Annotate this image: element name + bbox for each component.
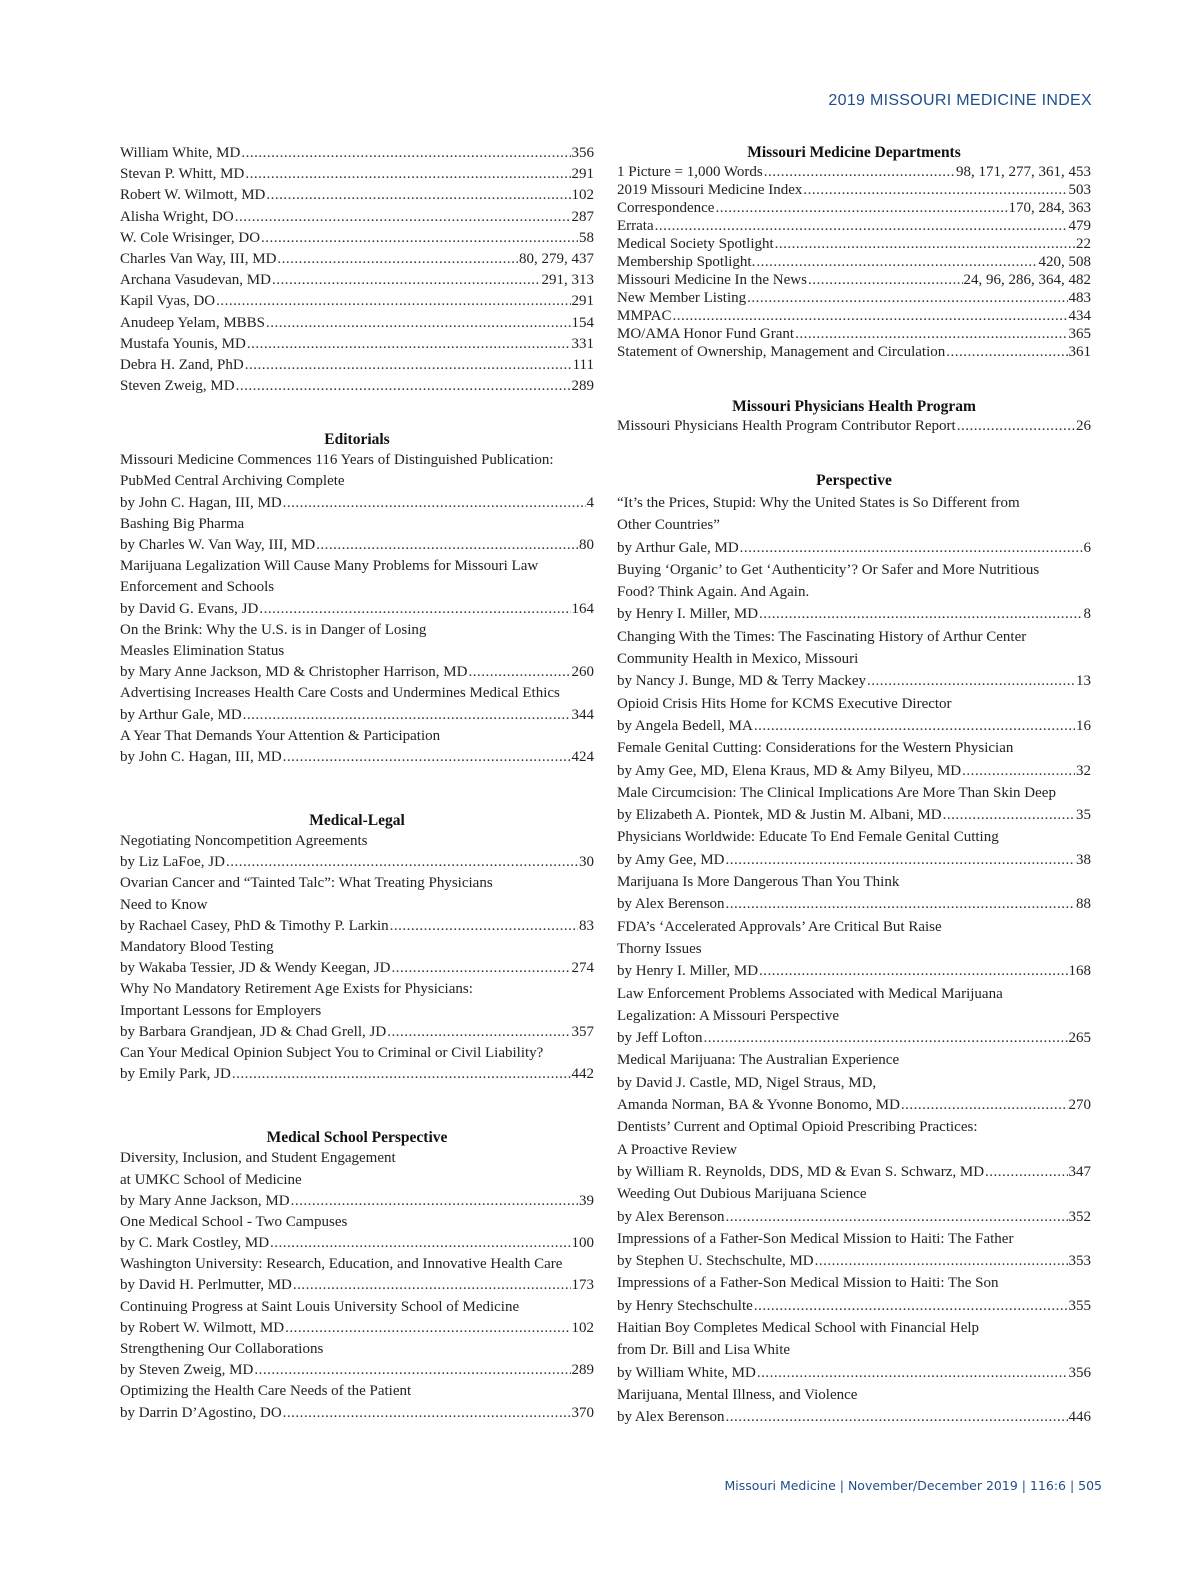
entry-label: Anudeep Yelam, MBBS [120, 314, 266, 331]
index-entry [120, 1022, 594, 1043]
entry-title-line: Strengthening Our Collaborations [120, 1341, 324, 1357]
dot-leader [754, 715, 1075, 737]
entry-title-line: at UMKC School of Medicine [120, 1171, 302, 1188]
page-number: 88 [1076, 896, 1091, 913]
entry-label: Mustafa Younis, MD [120, 335, 246, 352]
entry-title-line: Female Genital Cutting: Considerations for the Western Physician [617, 740, 1014, 757]
index-entry [617, 760, 1091, 782]
entry-title-line: FDA’s ‘Accelerated Approvals’ Are Critical But Raise [617, 918, 942, 935]
dot-leader [283, 1403, 571, 1424]
index-entry [617, 804, 1091, 826]
index-entry [617, 849, 1091, 871]
index-entry [120, 747, 594, 768]
page-number: 483 [1068, 290, 1091, 306]
section-heading: Missouri Medicine Departments [747, 144, 961, 161]
index-entry [617, 217, 1091, 235]
page-number: 22 [1076, 236, 1091, 252]
entry-label: by Henry I. Miller, MD [617, 606, 759, 623]
entry-label: by William R. Reynolds, DDS, MD & Evan S. Schwarz, MD [617, 1163, 985, 1180]
dot-leader [316, 535, 578, 556]
entry-title-line: Missouri Medicine Commences 116 Years of Distinguished Publication: [120, 452, 554, 469]
entry-label: by Mary Anne Jackson, MD [120, 1192, 290, 1209]
entry-label: by Alex Berenson [617, 896, 725, 913]
entry-label: by Angela Bedell, MA [617, 717, 753, 734]
index-entry [617, 893, 1091, 915]
page-number: 24, 96, 286, 364, 482 [963, 272, 1091, 288]
index-entry [617, 1027, 1091, 1049]
section-heading: Missouri Physicians Health Program [732, 398, 976, 415]
entry-label: William White, MD [120, 145, 241, 161]
index-entry [617, 1250, 1091, 1272]
index-entry [617, 417, 1091, 435]
page-number: 291, 313 [541, 272, 594, 289]
dot-leader [754, 1295, 1068, 1317]
entry-title-line: Marijuana Is More Dangerous Than You Think [617, 874, 900, 891]
left-column [120, 143, 594, 1424]
index-entry [120, 185, 594, 206]
entry-label: by Barbara Grandjean, JD & Chad Grell, JD [120, 1023, 387, 1040]
entry-label: Errata [617, 218, 654, 234]
index-entry [617, 163, 1091, 181]
dot-leader [726, 849, 1076, 871]
index-entry [617, 1094, 1091, 1116]
dot-leader [803, 181, 1067, 199]
page-number: 442 [571, 1066, 594, 1083]
dot-leader [756, 253, 1037, 271]
entry-label: by David G. Evans, JD [120, 600, 259, 617]
dot-leader [468, 662, 570, 683]
entry-label: by C. Mark Costley, MD [120, 1235, 270, 1252]
page-number: 365 [1068, 326, 1091, 342]
index-entry [120, 1360, 594, 1381]
dot-leader [985, 1161, 1067, 1183]
entry-label: Debra H. Zand, PhD [120, 356, 244, 373]
dot-leader [236, 376, 571, 397]
page-number: 355 [1068, 1297, 1091, 1314]
entry-label: by Arthur Gale, MD [617, 539, 739, 556]
entry-label: 2019 Missouri Medicine Index [617, 182, 803, 198]
dot-leader [216, 291, 570, 312]
entry-label: by Arthur Gale, MD [120, 706, 242, 723]
entry-label: Kapil Vyas, DO [120, 293, 216, 310]
entry-title-line: Haitian Boy Completes Medical School with Financial Help [617, 1319, 980, 1336]
dot-leader [261, 228, 578, 249]
index-entry [617, 1406, 1091, 1428]
dot-leader [764, 163, 955, 181]
entry-title-line: Other Countries” [617, 517, 720, 534]
entry-label: by Stephen U. Stechschulte, MD [617, 1253, 814, 1270]
entry-title-line: Impressions of a Father-Son Medical Mission to Haiti: The Son [617, 1275, 999, 1292]
index-entry [120, 376, 594, 397]
entry-title-line: Bashing Big Pharma [120, 515, 245, 532]
dot-leader [747, 289, 1067, 307]
section-heading: Editorials [324, 431, 390, 449]
dot-leader [775, 235, 1075, 253]
entry-label: Membership Spotlight. [617, 254, 756, 270]
entry-label: MMPAC [617, 308, 672, 324]
index-entry [120, 164, 594, 185]
dot-leader [390, 916, 578, 937]
entry-title-line: Medical Marijuana: The Australian Experience [617, 1052, 900, 1069]
entry-label: Missouri Medicine In the News [617, 272, 807, 288]
page-number: 26 [1076, 418, 1091, 434]
index-entry [617, 253, 1091, 271]
dot-leader [283, 747, 571, 768]
page-number: 4 [586, 494, 594, 511]
index-entry [617, 289, 1091, 307]
dot-leader [235, 207, 571, 228]
index-entry [120, 958, 594, 979]
dot-leader [867, 670, 1075, 692]
entry-title-line: Male Circumcision: The Clinical Implications Are More Than Skin Deep [617, 784, 1056, 801]
dot-leader [241, 143, 570, 164]
dot-leader [277, 249, 518, 270]
entry-title-line: Why No Mandatory Retirement Age Exists for Physicians: [120, 981, 473, 998]
entry-label: Missouri Physicians Health Program Contributor Report [617, 418, 956, 434]
page-header-title: 2019 MISSOURI MEDICINE INDEX [828, 92, 1092, 109]
index-entry [120, 1403, 594, 1424]
entry-title-line: Optimizing the Health Care Needs of the Patient [120, 1383, 412, 1400]
dot-leader [291, 1191, 578, 1212]
index-entry [120, 662, 594, 683]
page-number: 170, 284, 363 [1008, 200, 1091, 216]
entry-title-line: PubMed Central Archiving Complete [120, 473, 345, 490]
index-entry [617, 670, 1091, 692]
entry-title-line: Need to Know [120, 896, 208, 913]
page-number: 356 [571, 145, 594, 161]
dot-leader [704, 1027, 1068, 1049]
entry-label: Correspondence [617, 200, 715, 216]
index-entry [617, 271, 1091, 289]
page-number: 356 [1068, 1364, 1091, 1381]
index-entry [617, 537, 1091, 559]
entry-label: Stevan P. Whitt, MD [120, 166, 245, 183]
index-entry [617, 1206, 1091, 1228]
page-number: 370 [571, 1404, 594, 1421]
dot-leader [293, 1275, 571, 1296]
entry-title-line: Diversity, Inclusion, and Student Engagement [120, 1150, 396, 1167]
page-number: 35 [1076, 807, 1091, 824]
entry-label: by Elizabeth A. Piontek, MD & Justin M. Albani, MD [617, 807, 942, 824]
page-number: 100 [571, 1235, 594, 1252]
index-entry [120, 207, 594, 228]
page-number: 260 [571, 664, 594, 681]
dot-leader [957, 417, 1075, 435]
author-index-section [120, 143, 594, 397]
index-entry [120, 313, 594, 334]
page-number: 13 [1076, 673, 1091, 690]
entry-title-line: Changing With the Times: The Fascinating History of Arthur Center [617, 628, 1027, 645]
entry-label: Robert W. Wilmott, MD [120, 187, 266, 204]
dot-leader [740, 537, 1083, 559]
page-number: 58 [579, 229, 594, 246]
dot-leader [672, 307, 1067, 325]
entry-label: Steven Zweig, MD [120, 378, 235, 395]
page-number: 287 [571, 208, 594, 225]
entry-label: 1 Picture = 1,000 Words [617, 164, 763, 180]
dot-leader [247, 334, 571, 355]
entry-label: by Darrin D’Agostino, DO [120, 1404, 282, 1421]
entry-label: New Member Listing [617, 290, 747, 306]
entry-title-line: Negotiating Noncompetition Agreements [120, 833, 368, 850]
section-heading: Perspective [816, 472, 892, 489]
dot-leader [757, 1362, 1068, 1384]
index-entry [120, 228, 594, 249]
page-number: 102 [571, 1319, 594, 1336]
page-number: 164 [571, 600, 594, 617]
page-number: 265 [1068, 1030, 1091, 1047]
entry-label: by John C. Hagan, III, MD [120, 494, 282, 511]
dot-leader [715, 199, 1007, 217]
dot-leader [266, 185, 570, 206]
index-entry [617, 715, 1091, 737]
index-entry [617, 235, 1091, 253]
index-entry [120, 1191, 594, 1212]
entry-title-line: Thorny Issues [617, 940, 702, 957]
index-entry [617, 343, 1091, 361]
page-number: 98, 171, 277, 361, 453 [956, 164, 1091, 180]
entry-label: by Emily Park, JD [120, 1066, 231, 1083]
dot-leader [962, 760, 1075, 782]
page-number: 289 [571, 378, 594, 395]
entry-title-line: Law Enforcement Problems Associated with Medical Marijuana [617, 985, 1003, 1002]
dot-leader [283, 493, 586, 514]
dot-leader [725, 1406, 1067, 1428]
entry-title-line: Ovarian Cancer and “Tainted Talc”: What Treating Physicians [120, 875, 493, 892]
page-number: 16 [1076, 717, 1091, 734]
index-entry [120, 355, 594, 376]
entry-label: by David H. Perlmutter, MD [120, 1277, 292, 1294]
entry-title-line: Marijuana, Mental Illness, and Violence [617, 1386, 858, 1403]
index-entry [120, 249, 594, 270]
entry-label: by Steven Zweig, MD [120, 1362, 254, 1379]
index-entry [120, 1233, 594, 1254]
page-number: 32 [1076, 762, 1091, 779]
entry-label: Archana Vasudevan, MD [120, 272, 271, 289]
index-entry [120, 1318, 594, 1339]
page-number: 479 [1068, 218, 1091, 234]
entry-title-line: “It’s the Prices, Stupid: Why the United States is So Different from [617, 495, 1020, 511]
dot-leader [254, 1360, 570, 1381]
dot-leader [245, 355, 572, 376]
dot-leader [943, 804, 1075, 826]
index-entry [617, 325, 1091, 343]
page-number: 154 [571, 314, 594, 331]
entry-label: by Henry I. Miller, MD [617, 963, 759, 980]
dot-leader [391, 958, 570, 979]
entry-label: Charles Van Way, III, MD [120, 250, 277, 267]
entry-label: Alisha Wright, DO [120, 208, 234, 225]
dot-leader [387, 1022, 570, 1043]
entry-label: by Alex Berenson [617, 1208, 725, 1225]
index-entry [120, 334, 594, 355]
entry-title-line: from Dr. Bill and Lisa White [617, 1342, 791, 1359]
dot-leader [243, 705, 571, 726]
page-number: 424 [571, 748, 594, 765]
entry-label: by Mary Anne Jackson, MD & Christopher Harrison, MD [120, 664, 468, 681]
entry-title-line: Dentists’ Current and Optimal Opioid Prescribing Practices: [617, 1119, 978, 1136]
medical-school-perspective-section [120, 1127, 594, 1423]
dot-leader [259, 599, 570, 620]
entry-title-line: Opioid Crisis Hits Home for KCMS Executive Director [617, 695, 952, 712]
page-number: 38 [1076, 851, 1091, 868]
entry-title-line: Washington University: Research, Education, and Innovative Health Care [120, 1256, 563, 1273]
entry-title-line: by David J. Castle, MD, Nigel Straus, MD, [617, 1074, 877, 1091]
index-entry [120, 599, 594, 620]
page-number: 270 [1068, 1097, 1091, 1114]
entry-title-line: On the Brink: Why the U.S. is in Danger of Losing [120, 621, 427, 638]
page-number: 434 [1068, 308, 1091, 324]
editorials-section [120, 429, 594, 768]
page-number: 102 [571, 187, 594, 204]
index-entry [120, 493, 594, 514]
index-entry [617, 1161, 1091, 1183]
entry-title-line: A Proactive Review [617, 1141, 737, 1158]
entry-label: by Liz LaFoe, JD [120, 854, 225, 871]
entry-title-line: One Medical School - Two Campuses [120, 1213, 348, 1230]
page-number: 503 [1068, 182, 1091, 198]
entry-title-line: Important Lessons for Employers [120, 1002, 322, 1019]
page-number: 111 [572, 356, 594, 373]
entry-label: by William White, MD [617, 1364, 756, 1381]
perspective-section [617, 469, 1091, 1428]
entry-title-line: Measles Elimination Status [120, 642, 285, 659]
entry-title-line: Marijuana Legalization Will Cause Many Problems for Missouri Law [120, 558, 539, 575]
entry-title-line: Weeding Out Dubious Marijuana Science [617, 1186, 867, 1203]
page-number: 361 [1068, 344, 1091, 360]
entry-label: Amanda Norman, BA & Yvonne Bonomo, MD [617, 1097, 900, 1114]
entry-label: W. Cole Wrisinger, DO [120, 229, 261, 246]
entry-title-line: Impressions of a Father-Son Medical Mission to Haiti: The Father [617, 1230, 1014, 1247]
page-number: 168 [1068, 963, 1091, 980]
entry-title-line: Food? Think Again. And Again. [617, 584, 810, 601]
index-entry [617, 1362, 1091, 1384]
mphp-section [617, 397, 1091, 435]
page-number: 357 [571, 1023, 594, 1040]
dot-leader [270, 1233, 570, 1254]
index-entry [120, 291, 594, 312]
page-number: 80 [579, 537, 594, 553]
entry-label: by Amy Gee, MD, Elena Kraus, MD & Amy Bilyeu, MD [617, 762, 962, 779]
entry-label: Medical Society Spotlight [617, 236, 774, 252]
dot-leader [272, 270, 541, 291]
index-entry [120, 705, 594, 726]
index-entry [120, 270, 594, 291]
entry-label: by Amy Gee, MD [617, 851, 725, 868]
index-entry [617, 199, 1091, 217]
page-number: 8 [1083, 606, 1091, 623]
entry-label: by Nancy J. Bunge, MD & Terry Mackey [617, 673, 867, 690]
dot-leader [759, 603, 1082, 625]
index-entry [120, 535, 594, 556]
page-number: 331 [571, 335, 594, 352]
right-column [617, 143, 1091, 1428]
page-number: 289 [571, 1362, 594, 1379]
dot-leader [808, 271, 963, 289]
page-number: 274 [571, 960, 594, 977]
entry-label: by Henry Stechschulte [617, 1297, 753, 1314]
entry-title-line: Advertising Increases Health Care Costs and Undermines Medical Ethics [120, 685, 560, 702]
page-footer: Missouri Medicine | November/December 2019 | 116:6 | 505 [724, 1478, 1102, 1493]
dot-leader [226, 852, 578, 873]
page-number: 420, 508 [1038, 254, 1091, 270]
entry-title-line: Mandatory Blood Testing [120, 939, 274, 955]
entry-label: by Charles W. Van Way, III, MD [120, 537, 316, 553]
entry-title-line: Enforcement and Schools [120, 579, 275, 596]
entry-title-line: Can Your Medical Opinion Subject You to Criminal or Civil Liability? [120, 1044, 544, 1061]
page-number: 291 [571, 166, 594, 183]
dot-leader [725, 893, 1075, 915]
section-heading: Medical School Perspective [266, 1129, 448, 1147]
page-number: 80, 279, 437 [519, 250, 594, 267]
entry-title-line: Legalization: A Missouri Perspective [617, 1007, 840, 1024]
dot-leader [232, 1064, 571, 1085]
entry-title-line: Community Health in Mexico, Missouri [617, 651, 859, 668]
dot-leader [815, 1250, 1068, 1272]
entry-title-line: Continuing Progress at Saint Louis University School of Medicine [120, 1298, 520, 1315]
dot-leader [901, 1094, 1068, 1116]
page-number: 30 [579, 854, 594, 871]
page-number: 344 [571, 706, 594, 723]
dot-leader [655, 217, 1068, 235]
entry-label: by John C. Hagan, III, MD [120, 748, 282, 765]
entry-label: by Alex Berenson [617, 1409, 725, 1426]
entry-label: by Wakaba Tessier, JD & Wendy Keegan, JD [120, 960, 391, 977]
index-entry [120, 1064, 594, 1085]
index-entry [120, 143, 594, 164]
page-number: 353 [1068, 1253, 1091, 1270]
medical-legal-section [120, 810, 594, 1085]
page-number: 347 [1068, 1163, 1091, 1180]
entry-title-line: Physicians Worldwide: Educate To End Female Genital Cutting [617, 829, 999, 846]
dot-leader [725, 1206, 1067, 1228]
index-entry [120, 1275, 594, 1296]
dot-leader [795, 325, 1067, 343]
entry-label: by Jeff Lofton [617, 1030, 703, 1047]
entry-label: Statement of Ownership, Management and Circulation [617, 344, 946, 360]
page-number: 352 [1068, 1208, 1091, 1225]
index-entry [617, 181, 1091, 199]
entry-title-line: Buying ‘Organic’ to Get ‘Authenticity’? Or Safer and More Nutritious [617, 561, 1040, 578]
index-entry [617, 960, 1091, 982]
entry-label: by Robert W. Wilmott, MD [120, 1319, 285, 1336]
entry-title-line: A Year That Demands Your Attention & Participation [120, 727, 441, 744]
section-heading: Medical-Legal [309, 812, 405, 830]
index-entry [120, 916, 594, 937]
entry-label: MO/AMA Honor Fund Grant [617, 326, 795, 342]
page-number: 291 [571, 293, 594, 310]
index-entry [120, 852, 594, 873]
page-number: 6 [1083, 539, 1091, 556]
dot-leader [266, 313, 570, 334]
departments-section [617, 143, 1091, 361]
index-entry [617, 603, 1091, 625]
dot-leader [759, 960, 1067, 982]
index-entry [617, 1295, 1091, 1317]
dot-leader [245, 164, 570, 185]
page-number: 39 [579, 1192, 594, 1209]
dot-leader [285, 1318, 570, 1339]
page-number: 446 [1068, 1409, 1091, 1426]
page-number: 83 [579, 917, 594, 934]
entry-label: by Rachael Casey, PhD & Timothy P. Larkin [120, 917, 389, 934]
page-number: 173 [571, 1277, 594, 1294]
index-entry [617, 307, 1091, 325]
dot-leader [946, 343, 1067, 361]
